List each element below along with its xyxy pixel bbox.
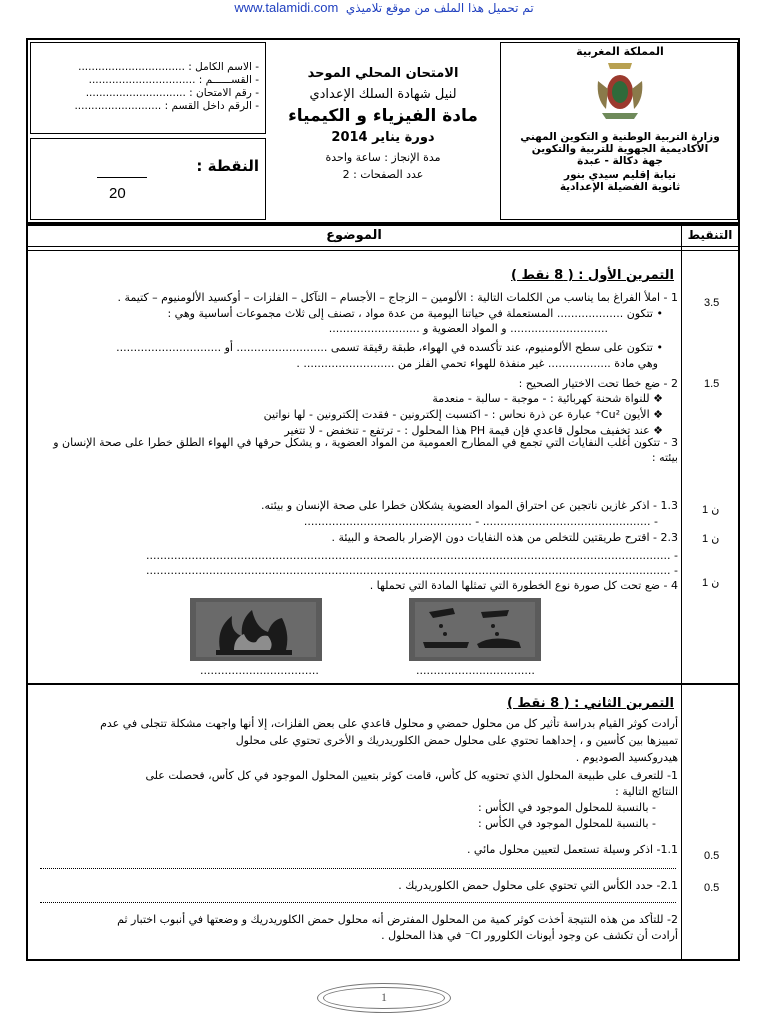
exercise1-title: التمرين الأول : ( 8 نقط ) (511, 268, 674, 283)
pictogram-answer-right[interactable]: .................................. (416, 664, 535, 677)
exercise1-q1-bullet1: • تتكون ................... المستعملة في حياتنا اليومية من عدة مواد ، تصنف إلى ثلاث مجموعات أساسية وهي : (167, 307, 663, 320)
exercise1-q4-score: 1 ن (702, 577, 720, 589)
exercise1-q4: 4 - ضع تحت كل صورة نوع الخطورة التي تمثلها المادة التي تحملها . (369, 579, 678, 592)
student-info-box (30, 42, 266, 134)
exercise2-q11: 1.1- اذكر وسيلة تستعمل لتعيين محلول مائي . (466, 843, 678, 856)
exercise-separator (26, 683, 740, 685)
exercise1-q2-intro: 2 - ضع خطا تحت الاختيار الصحيح : (518, 377, 678, 390)
certificate-name: لنيل شهادة السلك الإعدادي (309, 87, 457, 102)
exercise2-p2-line1: 2- للتأكد من هذه النتيجة أخذت كوثر كمية من المحلول المفترض أنه محلول حمض الكلوريدريك و وضعتها في أنبوب اختبار ثم (117, 913, 678, 926)
table-header-rule (26, 246, 740, 247)
exercise2-p1-line2: النتائج التالية : (615, 785, 678, 798)
exercise1-q31-score: 1 ن (702, 504, 720, 516)
column-header-subject: الموضوع (326, 228, 382, 243)
exercise2-q12-answer-line[interactable] (40, 902, 676, 903)
exercise1-q1-intro: 1 - املأ الفراغ بما يناسب من الكلمات التالية : الألومين – الزجاج – الأجسام – التآكل – الفلزات – أوكسيد الألومنيوم – كتيمة . (117, 291, 678, 304)
exercise2-intro-line1: أرادت كوثر القيام بدراسة تأثير كل من محلول حمضي و محلول قاعدي على بعض الفلزات، إلا أنها واجهت مشكلة تتجلى في عدم (100, 717, 678, 730)
exam-name: الامتحان المحلي الموحد (307, 66, 459, 81)
flammable-pictogram (190, 598, 322, 661)
subject-name: مادة الفيزياء و الكيمياء (288, 106, 478, 126)
grading-column-divider (681, 224, 682, 961)
exercise1-q2-score: 1.5 (704, 378, 720, 390)
exercise1-q1-bullet2-text[interactable]: تتكون على سطح الألومنيوم، عند تأكسده في الهواء، طبقة رقيقة تسمى .......................... أو .............................. (116, 341, 653, 354)
coat-of-arms-emblem (594, 59, 646, 121)
pictogram-answer-left[interactable]: .................................. (200, 664, 319, 677)
top-banner (0, 0, 768, 18)
exercise1-q2-option2: ❖ الأيون Cu²⁺ عبارة عن ذرة نحاس : - اكتسبت إلكترونين - فقدت إلكترونين - لها نواتين (263, 408, 663, 421)
duration: مدة الإنجاز : ساعة واحدة (325, 151, 441, 164)
exercise2-result2: - بالنسبة للمحلول الموجود في الكأس : (477, 817, 656, 830)
academy-name: الأكاديمية الجهوية للتربية والتكوين (531, 143, 709, 155)
field-full-name[interactable]: - الاسم الكامل : ................................ (78, 61, 259, 73)
exercise2-q11-score: 0.5 (704, 850, 720, 862)
exercise2-q12: 2.1- حدد الكأس التي تحتوي على محلول حمض الكلوريدريك . (398, 879, 678, 892)
exercise1-q31: 1.3 - اذكر غازين ناتجين عن احتراق المواد العضوية يشكلان خطرا على صحة الإنسان و بيئته. (261, 499, 678, 512)
grade-line (97, 177, 147, 178)
exam-header (26, 38, 740, 224)
exam-title-block (270, 42, 496, 220)
exercise1-q1-bullet1b[interactable]: ............................ و المواد العضوية و .......................... (328, 322, 608, 335)
field-class-number[interactable]: - الرقم داخل القسم : .......................... (74, 100, 259, 112)
exercise1-q31-answer[interactable]: - ................................................ - ................................................ (303, 515, 658, 528)
exercise1-q2-option2-text[interactable]: الأيون Cu²⁺ عبارة عن ذرة نحاس : - اكتسبت إلكترونين - فقدت إلكترونين - لها نواتين (263, 408, 650, 421)
grade-box (30, 138, 266, 220)
exercise1-q1-bullet1-text[interactable]: تتكون ................... المستعملة في حياتنا اليومية من عدة مواد ، تصنف إلى ثلاث مجموعات أساسية وهي : (167, 307, 653, 320)
directorate-name: نيابة إقليم سيدي بنور (564, 169, 676, 181)
exercise1-q3-intro: 3 - تتكون أغلب النفايات التي تجمع في المطارح العمومية من المواد العضوية ، و يشكل حرقها في الهواء الطلق خطرا على صحة الإنسان و بيئته : (53, 436, 678, 464)
site-url[interactable]: www.talamidi.com (234, 0, 339, 15)
kingdom-name: المملكة المغربية (576, 45, 664, 58)
exercise1-q1-bullet2: • تتكون على سطح الألومنيوم، عند تأكسده في الهواء، طبقة رقيقة تسمى .......................... أو .............................. (116, 341, 663, 354)
flame-icon (190, 598, 322, 661)
exercise2-intro-line3: هيدروكسيد الصوديوم . (575, 751, 678, 764)
exercise1-q2-option3-text[interactable]: عند تخفيف محلول قاعدي فإن قيمة PH هذا المحلول : - ترتفع - تنخفض - لا تتغير (284, 424, 650, 437)
exercise1-q32-answer2[interactable]: - ...................................................................................................................................................... (146, 564, 678, 577)
grade-total: 20 (109, 185, 126, 202)
page-count: عدد الصفحات : 2 (342, 168, 424, 181)
exercise2-title: التمرين الثاني : ( 8 نقط ) (506, 696, 674, 711)
corrosive-pictogram (409, 598, 541, 661)
ministry-name: وزارة التربية الوطنية و التكوين المهني (520, 131, 720, 143)
exercise1-q32-score: 1 ن (702, 533, 720, 545)
grade-label: النقطة : (196, 157, 259, 175)
exercise2-intro-line2: تمييزها بين كأسين و ، إحداهما تحتوي على محلول حمض الكلوريدريك و الأخرى تحتوي على محلول (235, 734, 678, 747)
exercise2-p2-line2: أرادت أن تكشف عن وجود أيونات الكلورور Cl⁻ في هذا المحلول . (381, 929, 678, 942)
page-number: 1 (381, 990, 387, 1004)
exercise2-result1: - بالنسبة للمحلول الموجود في الكأس : (477, 801, 656, 814)
exercise1-q2-option1-text[interactable]: للنواة شحنة كهربائية : - موجبة - سالبة - منعدمة (432, 392, 650, 405)
exercise1-q1-bullet2b[interactable]: وهي مادة .................. غير منفذة للهواء تحمي الفلز من .......................... . (296, 357, 658, 370)
exercise1-q32: 2.3 - اقترح طريقتين للتخلص من هذه النفايات دون الإضرار بالصحة و البيئة . (331, 531, 678, 544)
corrosive-icon (409, 598, 541, 661)
exercise1-q1-score: 3.5 (704, 297, 720, 309)
field-exam-number[interactable]: - رقم الامتحان : .............................. (85, 87, 259, 99)
exercise2-p1-line1: 1- للتعرف على طبيعة المحلول الذي تحتويه كل كأس، قامت كوثر بتعيين المحلول الموجود في كل كأس، فحصلت على (145, 769, 678, 782)
institution-box (500, 42, 738, 220)
field-class[interactable]: - القســــــم : ................................ (88, 74, 259, 86)
session: دورة يناير 2014 (331, 130, 435, 145)
exercise2-q12-score: 0.5 (704, 882, 720, 894)
exercise1-q2-option3: ❖ عند تخفيف محلول قاعدي فإن قيمة PH هذا المحلول : - ترتفع - تنخفض - لا تتغير (284, 424, 663, 437)
column-header-grading: التنقيط (687, 228, 733, 242)
school-name: ثانوية الفضيلة الإعدادية (559, 181, 681, 193)
exercise2-q11-answer-line[interactable] (40, 868, 676, 869)
table-header-rule-2 (26, 250, 740, 251)
exercise1-q32-answer1[interactable]: - ...................................................................................................................................................... (146, 549, 678, 562)
exercise1-q2-option1: ❖ للنواة شحنة كهربائية : - موجبة - سالبة - منعدمة (432, 392, 663, 405)
download-note: تم تحميل هذا الملف من موقع تلاميذي (345, 1, 534, 15)
region-name: جهة دكالة - عبدة (577, 155, 663, 167)
